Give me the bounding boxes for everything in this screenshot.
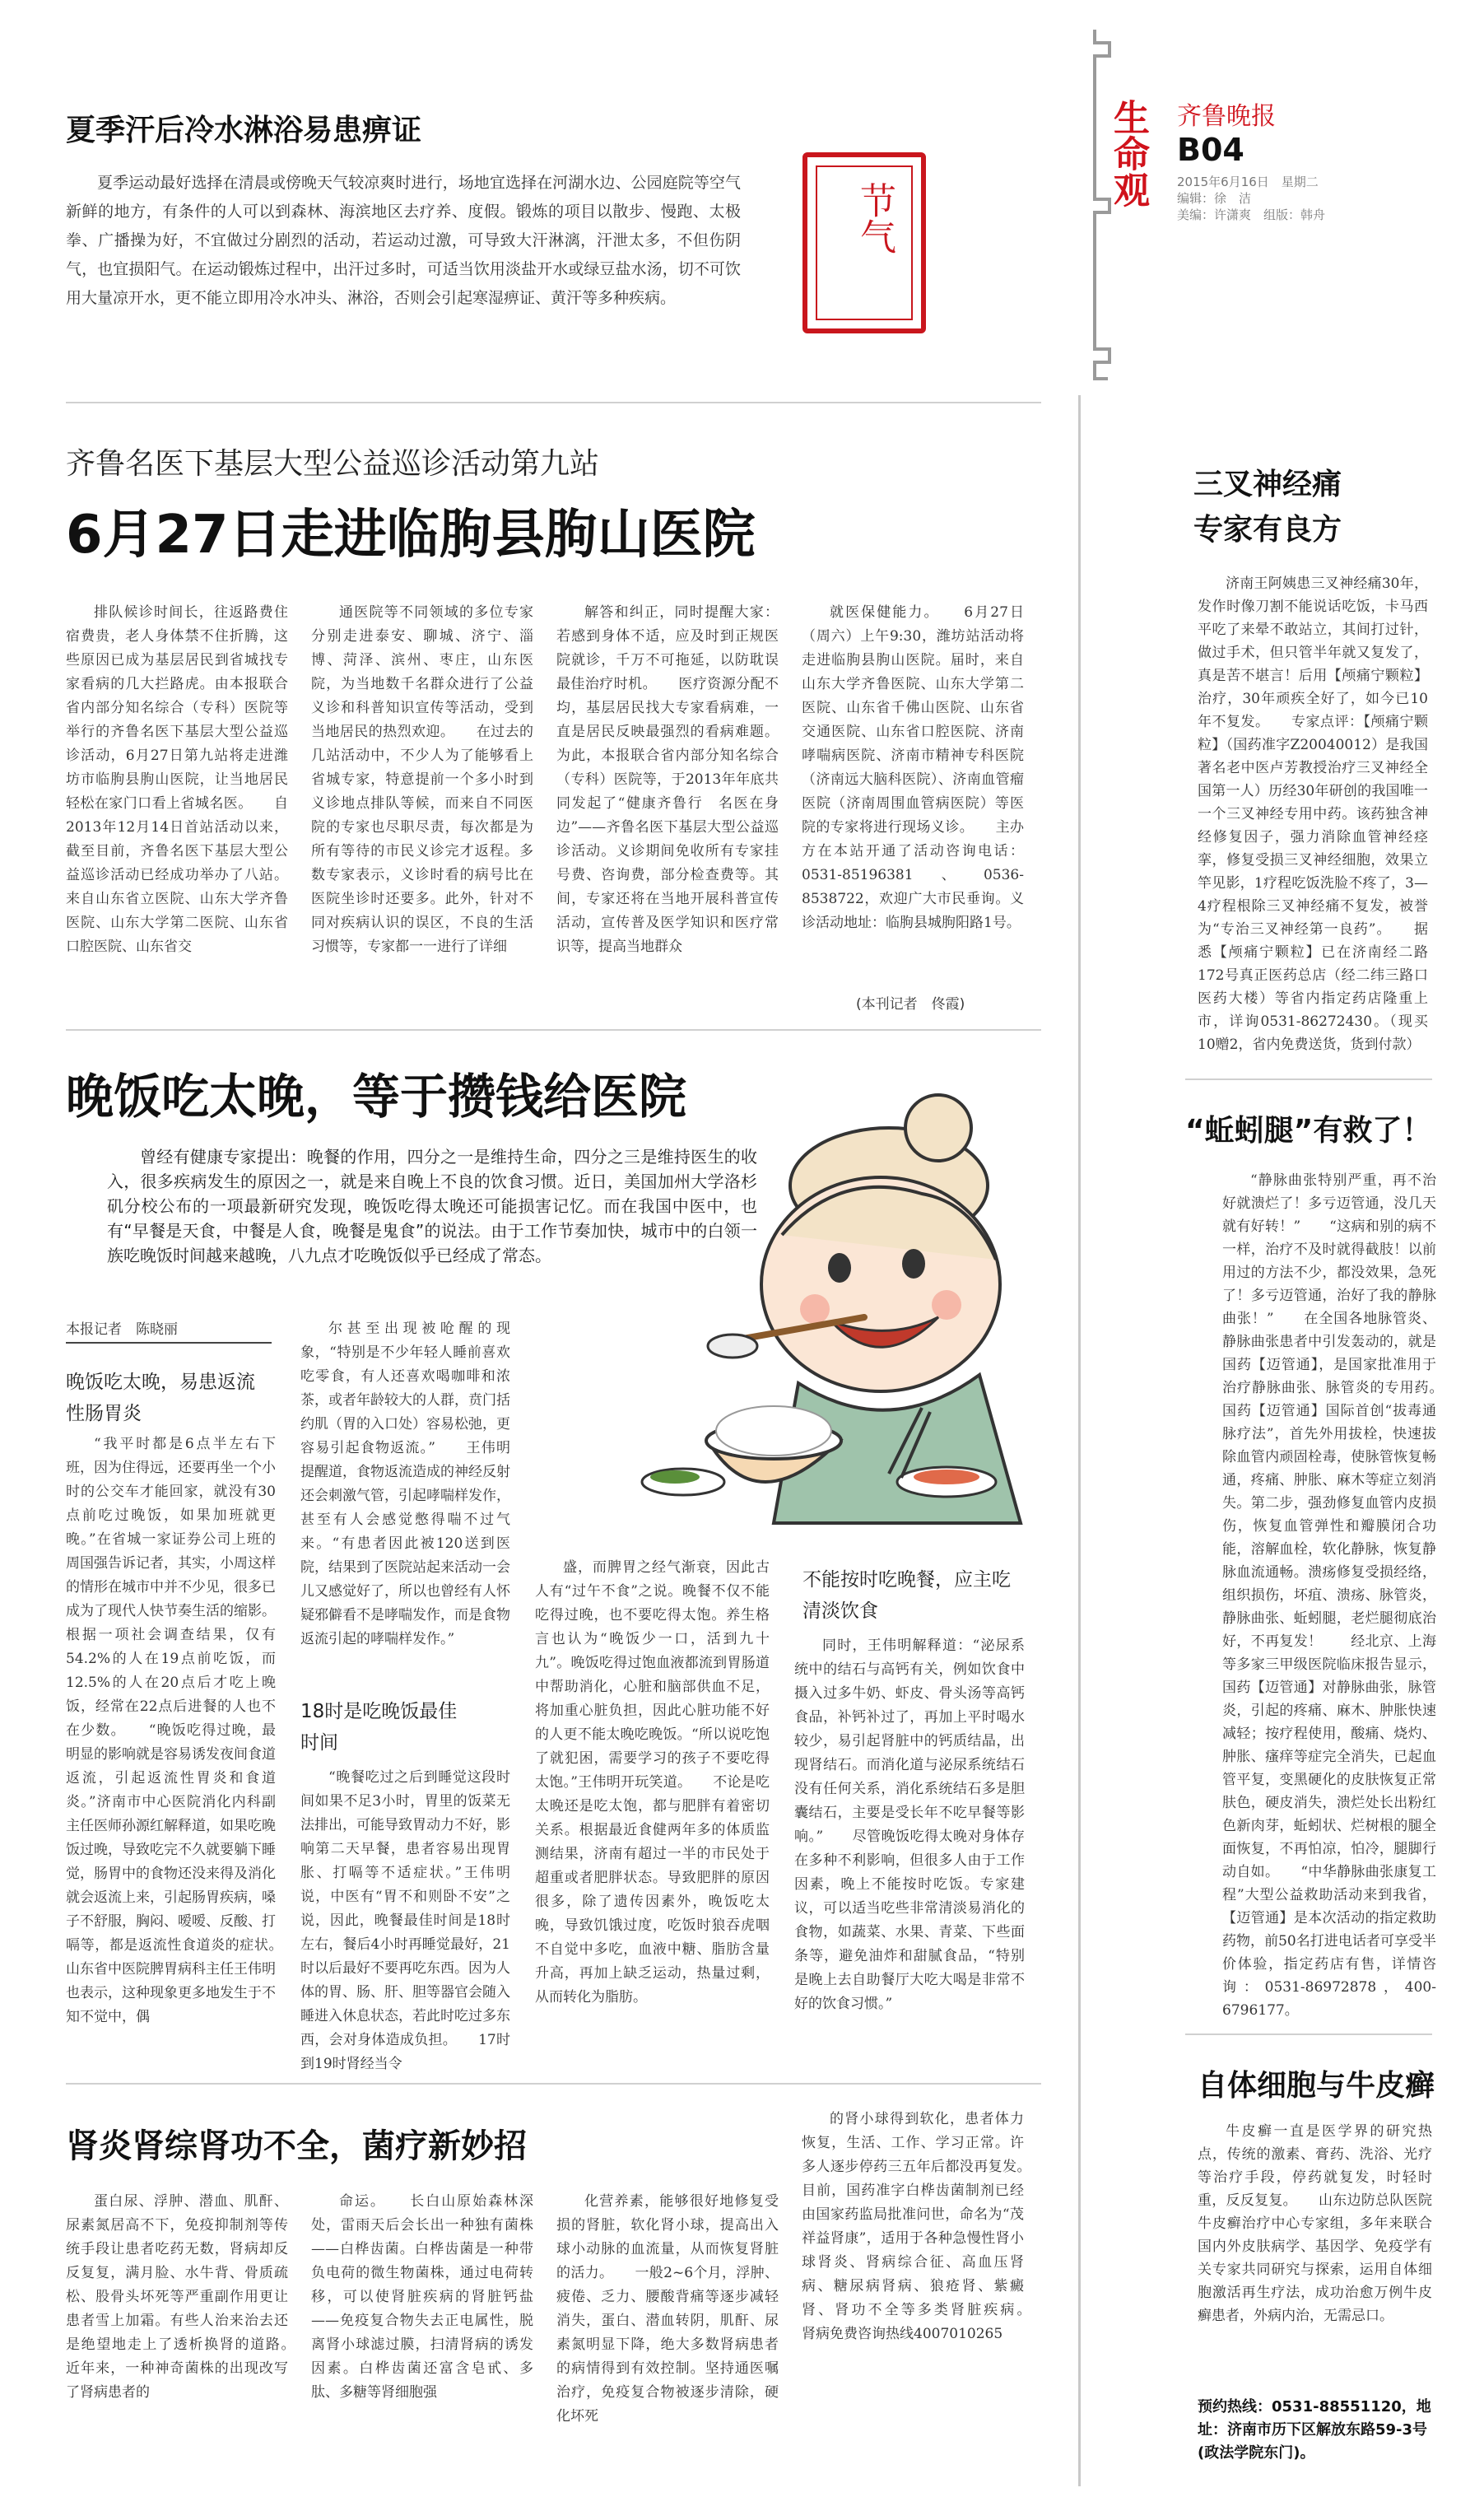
side1-title-a: 三叉神经痛 bbox=[1193, 468, 1342, 501]
article3-sub3: 不能按时吃晚餐，应主吃清淡饮食 bbox=[802, 1569, 1011, 1622]
side1-title-b: 专家有良方 bbox=[1193, 513, 1342, 547]
jieqi-seal bbox=[802, 152, 926, 333]
article3-col2: 尔甚至出现被呛醒的现象，“特别是不少年轻人睡前喜欢吃零食，有人还喜欢喝咖啡和浓茶，或者年龄较大的人群，贲门括约肌（胃的入口处）容易松弛，更容易引起食物返流。” 王伟明提醒道，食物返流造成的神经反射还会刺激气管，引起哮喘样发作，甚至有人会感觉憋得喘不过气来。“有患者因此被120送到医院，结果到了医院站起来活动一会儿又感觉好了，所以也曾经有人怀疑邪僻看不是哮喘发作，而是食物返流引起的哮喘样发作。” bbox=[300, 1321, 510, 1647]
side3-contact: 预约热线：0531-88551120，地址：济南市历下区解放东路59-3号(政法学院东门)。 bbox=[1198, 2398, 1431, 2462]
divider bbox=[1185, 1078, 1432, 1080]
article3-col4: 同时，王伟明解释道：“泌尿系统中的结石与高钙有关，例如饮食中摄入过多牛奶、虾皮、骨头汤等高钙食品，补钙补过了，再加上平时喝水较少，易引起肾脏中的钙质结晶，出现肾结石。而消化道与泌尿系统结石没有任何关系，消化系统结石多是胆囊结石，主要是受长年不吃早餐等影响。” 尽管晚饭吃得太晚对身体存在多种不利影响，但很多人由于工作因素，晚上不能按时吃饭。专家建议，可以适当吃些非常清淡易消化的食物，如蔬菜、水果、青菜、下些面条等，避免油炸和甜腻食品，“特别是晚上去自助餐厅大吃大喝是非常不好的饮食习惯。” bbox=[794, 1638, 1025, 2012]
article4-col2: 命运。 长白山原始森林深处，雷雨天后会长出一种独有菌株——白桦齿菌。白桦齿菌是一种带负电荷的微生物菌株，通过电荷转移，可以使肾脏疾病的肾脏钙盐——免疫复合物失去正电属性，脱离肾小球滤过膜，扫清肾病的诱发因素。白桦齿菌还富含皂甙、多肽、多糖等肾细胞强 bbox=[311, 2193, 533, 2401]
issue-date: 2015年6月16日 星期二 bbox=[1177, 175, 1319, 189]
side3-body: 牛皮癣一直是医学界的研究热点，传统的激素、膏药、洗浴、光疗等治疗手段，停药就复发，时轻时重，反反复复。 山东边防总队医院牛皮癣治疗中心专家组，多年来联合国内外皮肤病学、基因学、免疫学有关专家共同研究与探索，运用自体细胞激活再生疗法，成功治愈万例牛皮癣患者，外病内治，无需忌口。 bbox=[1198, 2123, 1432, 2324]
masthead-ornament bbox=[1062, 25, 1128, 395]
side2-title: “蚯蚓腿”有救了！ bbox=[1185, 1114, 1432, 1148]
article4-title: 肾炎肾综肾功不全，菌疗新妙招 bbox=[66, 2127, 527, 2165]
article1-text: 夏季运动最好选择在清晨或傍晚天气较凉爽时进行，场地宜选择在河湖水边、公园庭院等空气新鲜的地方，有条件的人可以到森林、海滨地区去疗养、度假。锻炼的项目以散步、慢跑、太极拳、广播操为好，不宜做过分剧烈的活动，若运动过激，可导致大汗淋漓，汗泄太多，不但伤阴气，也宜损阳气。在运动锻炼过程中，出汗过多时，可适当饮用淡盐开水或绿豆盐水汤，切不可饮用大量凉开水，更不能立即用冷水冲头、淋浴，否则会引起寒湿痹证、黄汗等多种疾病。 bbox=[66, 174, 741, 307]
article2-kicker: 齐鲁名医下基层大型公益巡诊活动第九站 bbox=[66, 447, 600, 481]
article3-col2b: “晚餐吃过之后到睡觉这段时间如果不足3小时，胃里的饭菜无法排出，可能导致胃动力不好，影响第二天早餐，患者容易出现胃胀、打嗝等不适症状。”王伟明说，中医有“胃不和则卧不安”之说，因此，晚餐最佳时间是18时左右，餐后4小时再睡觉最好，21时以后最好不要再吃东西。因为人体的胃、肠、肝、胆等器官会随入睡进入休息状态，若此时吃过多东西，会对身体造成负担。 17时到19时肾经当令 bbox=[300, 1769, 510, 2072]
article3-col3: 盛，而脾胃之经气渐衰，因此古人有“过午不食”之说。晚餐不仅不能吃得过晚，也不要吃得太饱。养生格言也认为“晚饭少一口，活到九十九”。晚饭吃得过饱血液都流到胃肠道中帮助消化，心脏和脑部供血不足，将加重心脏负担，因此心脏功能不好的人更不能太晚吃晚饭。“所以说吃饱了就犯困，需要学习的孩子不要吃得太饱。”王伟明开玩笑道。 不论是吃太晚还是吃太饱，都与肥胖有着密切关系。根据最近食健两年多的体质监测结果，济南有超过一半的市民处于超重或者肥胖状态。导致肥胖的原因很多，除了遗传因素外，晚饭吃太晚，导致饥饿过度，吃饭时狼吞虎咽不自觉中多吃，血液中糖、脂肪含量升高，再加上缺乏运动，热量过剩，从而转化为脂肪。 bbox=[535, 1559, 770, 2006]
article3-sub1: 晚饭吃太晚，易患返流性肠胃炎 bbox=[66, 1372, 255, 1424]
article2-col1: 排队候诊时间长，往返路费住宿费贵，老人身体禁不住折腾，这些原因已成为基层居民到省城找专家看病的几大拦路虎。由本报联合省内部分知名综合（专科）医院等举行的齐鲁名医下基层大型公益巡诊活动，6月27日第九站将走进潍坊市临朐县朐山医院，让当地居民轻松在家门口看上省城名医。 自2013年12月14日首站活动以来，截至目前，齐鲁名医下基层大型公益巡诊活动已经成功举办了八站。来自山东省立医院、山东大学齐鲁医院、山东大学第二医院、山东省口腔医院、山东省交 bbox=[66, 604, 288, 955]
article4-col1: 蛋白尿、浮肿、潜血、肌酐、尿素氮居高不下，免疫抑制剂等传统手段让患者吃药无数，肾病却反反复复，满月脸、水牛背、骨质疏松、股骨头坏死等严重副作用更让患者雪上加霜。有些人治来治去还是绝望地走上了透析换肾的道路。 近年来，一种神奇菌株的出现改写了肾病患者的 bbox=[66, 2193, 316, 2401]
article2-byline: (本刊记者 佟霞) bbox=[856, 996, 965, 1013]
article3-title: 晚饭吃太晚，等于攒钱给医院 bbox=[66, 1069, 687, 1125]
masthead bbox=[1062, 25, 1484, 395]
eating-girl-illustration bbox=[675, 1095, 1045, 1556]
sidebar-rule bbox=[1078, 395, 1081, 2486]
editor-credit: 编辑：徐 洁 bbox=[1177, 191, 1252, 206]
article1-title: 夏季汗后冷水淋浴易患痹证 bbox=[66, 114, 422, 147]
article2-col4: 就医保健能力。 6月27日（周六）上午9:30，潍坊站活动将走进临朐县朐山医院。届时，来自山东大学齐鲁医院、山东大学第二医院、山东省千佛山医院、山东省交通医院、山东省口腔医院、济南哮喘病医院、济南市精神专科医院（济南远大脑科医院）、济南血管瘤医院（济南周围血管病医院）等医院的专家将进行现场义诊。 主办方在本站开通了活动咨询电话：0531-85196381、0536-8538722，欢迎广大市民垂询。义诊活动地址：临朐县城朐阳路1号。 bbox=[802, 604, 1024, 931]
side2-body: “静脉曲张特别严重，再不治好就溃烂了！多亏迈管通，没几天就有好转！” “这病和别的病不一样，治疗不及时就得截肢！以前用过的方法不少，都没效果，急死了！多亏迈管通，治好了我的静脉曲张！” 在全国各地脉管炎、静脉曲张患者中引发轰动的，就是国药【迈管通】，是国家批准用于治疗静脉曲张、脉管炎的专用药。 国药【迈管通】国际首创“拔毒通脉疗法”，首先外用拔栓，快速拔除血管内顽固栓毒，使脉管恢复畅通，疼痛、肿胀、麻木等症立刻消失。第二步，强劲修复血管内皮损伤，恢复血管弹性和瓣膜闭合功能，溶解血栓，软化静脉，恢复静脉血流通畅。溃疡修复受损经络，组织损伤，坏疽、溃疡、脉管炎，静脉曲张、蚯蚓腿，老烂腿彻底治好，不再复发！ 经北京、上海等多家三甲级医院临床报告显示，国药【迈管通】对静脉曲张，脉管炎，引起的疼痛、麻木、肿胀快速减轻；按疗程使用，酸痛、烧灼、肿胀、瘙痒等症完全消失，已起血管平复，变黑硬化的皮肤恢复正常肤色，硬皮消失，溃烂处长出粉红色新肉芽，蚯蚓状、烂树根的腿全面恢复，不再怕凉，怕冷，腿脚行动自如。 “中华静脉曲张康复工程”大型公益救助活动来到我省，【迈管通】是本次活动的指定救助药物，前50名打进电话者可享受半价体验，指定药店有售，详情咨询：0531-86972878，400-6796177。 bbox=[1222, 1172, 1464, 2019]
article2-title: 6月27日走进临朐县朐山医院 bbox=[66, 505, 756, 566]
side3-title: 自体细胞与牛皮癣 bbox=[1198, 2069, 1435, 2103]
article2-col3: 解答和纠正，同时提醒大家：若感到身体不适，应及时到正规医院就诊，千万不可拖延，以防耽误最佳治疗时机。 医疗资源分配不均，基层居民找大专家看病难，一直是居民反映最强烈的看病难题。为此，本报联合省内部分知名综合（专科）医院等，于2013年年底共同发起了“健康齐鲁行 名医在身边”——齐鲁名医下基层大型公益巡诊活动。义诊期间免收所有专家挂号费、咨询费，部分检查费等。其间，专家还将在当地开展科普宣传活动，宣传普及医学知识和医疗常识等，提高当地群众 bbox=[556, 604, 779, 955]
paper-name: 齐鲁晚报 bbox=[1177, 102, 1276, 131]
article3-sub2: 18时是吃晚饭最佳时间 bbox=[300, 1701, 458, 1754]
page-number: B04 bbox=[1177, 132, 1244, 168]
divider bbox=[66, 1029, 1041, 1031]
section-label: 生命观 bbox=[1107, 99, 1149, 207]
article2-col2: 通医院等不同领域的多位专家分别走进泰安、聊城、济宁、淄博、菏泽、滨州、枣庄，山东医院，为当地数千名群众进行了公益义诊和科普知识宣传等活动，受到当地居民的热烈欢迎。 在过去的几站活动中，不少人为了能够看上省城专家，特意提前一个多小时到义诊地点排队等候，而来自不同医院的专家也尽职尽责，每次都是为所有等待的市民义诊完才返程。多数专家表示，义诊时看的病号比在医院坐诊时还要多。此外，针对不同对疾病认识的误区，不良的生活习惯等，专家都一一进行了详细 bbox=[311, 604, 533, 955]
divider bbox=[1185, 2033, 1432, 2035]
designer-credit: 美编：许潇爽 组版：韩舟 bbox=[1177, 207, 1326, 222]
side1-body: 济南王阿姨患三叉神经痛30年，发作时像刀割不能说话吃饭，卡马西平吃了来晕不敢站立，其间打过针，做过手术，但只管半年就又复发了，真是苦不堪言！后用【颅痛宁颗粒】治疗，30年顽疾全好了，如今已10年不复发。 专家点评：【颅痛宁颗粒】（国药准字Z20040012）是我国著名老中医卢芳教授治疗三叉神经全国第一人）历经30年研创的我国唯一一个三叉神经专用中药。该药独含神经修复因子，强力消除血管神经痉挛，修复受损三叉神经细胞，效果立竿见影，1疗程吃饭洗脸不疼了，3—4疗程根除三叉神经痛不复发，被誉为“专治三叉神经第一良药”。 据悉【颅痛宁颗粒】已在济南经二路172号真正医药总店（经二纬三路口医药大楼）等省内指定药店隆重上市，详询0531-86272430。（现买10赠2，省内免费送货，货到付款） bbox=[1198, 575, 1428, 1053]
divider bbox=[66, 2083, 1041, 2085]
article3-col1: “我平时都是6点半左右下班，因为住得远，还要再坐一个小时的公交车才能回家，就没有30点前吃过晚饭，如果加班就更晚。”在省城一家证券公司上班的周国强告诉记者，其实，小周这样的情形在城市中并不少见，很多已成为了现代人快节奏生活的缩影。根据一项社会调查结果，仅有54.2%的人在19点前吃饭，而12.5%的人在20点后才吃上晚饭，经常在22点后进餐的人也不在少数。 “晚饭吃得过晚，最明显的影响就是容易诱发夜间食道返流，引起返流性胃炎和食道炎。”济南市中心医院消化内科副主任医师孙源红解释道，如果吃晚饭过晚，导致吃完不久就要躺下睡觉，肠胃中的食物还没来得及消化就会返流上来，引起肠胃疾病，嗓子不舒服，胸闷、嗳嗳、反酸、打嗝等，都是返流性食道炎的症状。 山东省中医院脾胃病科主任王伟明也表示，这种现象更多地发生于不知不觉中，偶 bbox=[66, 1436, 304, 2025]
jieqi-label: 节气 bbox=[854, 182, 896, 254]
article3-intro: 曾经有健康专家提出：晚餐的作用，四分之一是维持生命，四分之三是维持医生的收入，很多疾病发生的原因之一，就是来自晚上不良的饮食习惯。近日，美国加州大学洛杉矶分校公布的一项最新研究发现，晚饭吃得太晚还可能损害记忆。而在我国中医中，也有“早餐是天食，中餐是人食，晚餐是鬼食”的说法。由于工作节奏加快，城市中的白领一族吃晚饭时间越来越晚，八九点才吃晚饭似乎已经成了常态。 bbox=[107, 1147, 757, 1265]
article3-reporter-rule bbox=[66, 1342, 272, 1344]
article1-body bbox=[66, 169, 741, 366]
divider bbox=[66, 402, 1041, 403]
article4-col4: 的肾小球得到软化，患者体力恢复，生活、工作、学习正常。许多人逐步停药三五年后都没再复发。 目前，国药准字白桦齿菌制剂已经由国家药监局批准问世，命名为“茂祥益肾康”，适用于各种急慢性肾小球肾炎、肾病综合征、高血压肾病、糖尿病肾病、狼疮肾、紫癜肾、肾功不全等多类肾脏疾病。 肾病免费咨询热线4007010265 bbox=[802, 2111, 1052, 2342]
article4-col3: 化营养素，能够很好地修复受损的肾脏，软化肾小球，提高出入球小动脉的血流量，从而恢复肾脏的活力。 一般2~6个月，浮肿、疲倦、乏力、腰酸背痛等逐步减轻消失，蛋白、潜血转阴，肌酐、尿素氮明显下降，绝大多数肾病患者的病情得到有效控制。坚持通医嘱治疗，免疫复合物被逐步清除，硬化坏死 bbox=[556, 2193, 779, 2425]
article3-reporter: 本报记者 陈晓丽 bbox=[66, 1321, 178, 1338]
